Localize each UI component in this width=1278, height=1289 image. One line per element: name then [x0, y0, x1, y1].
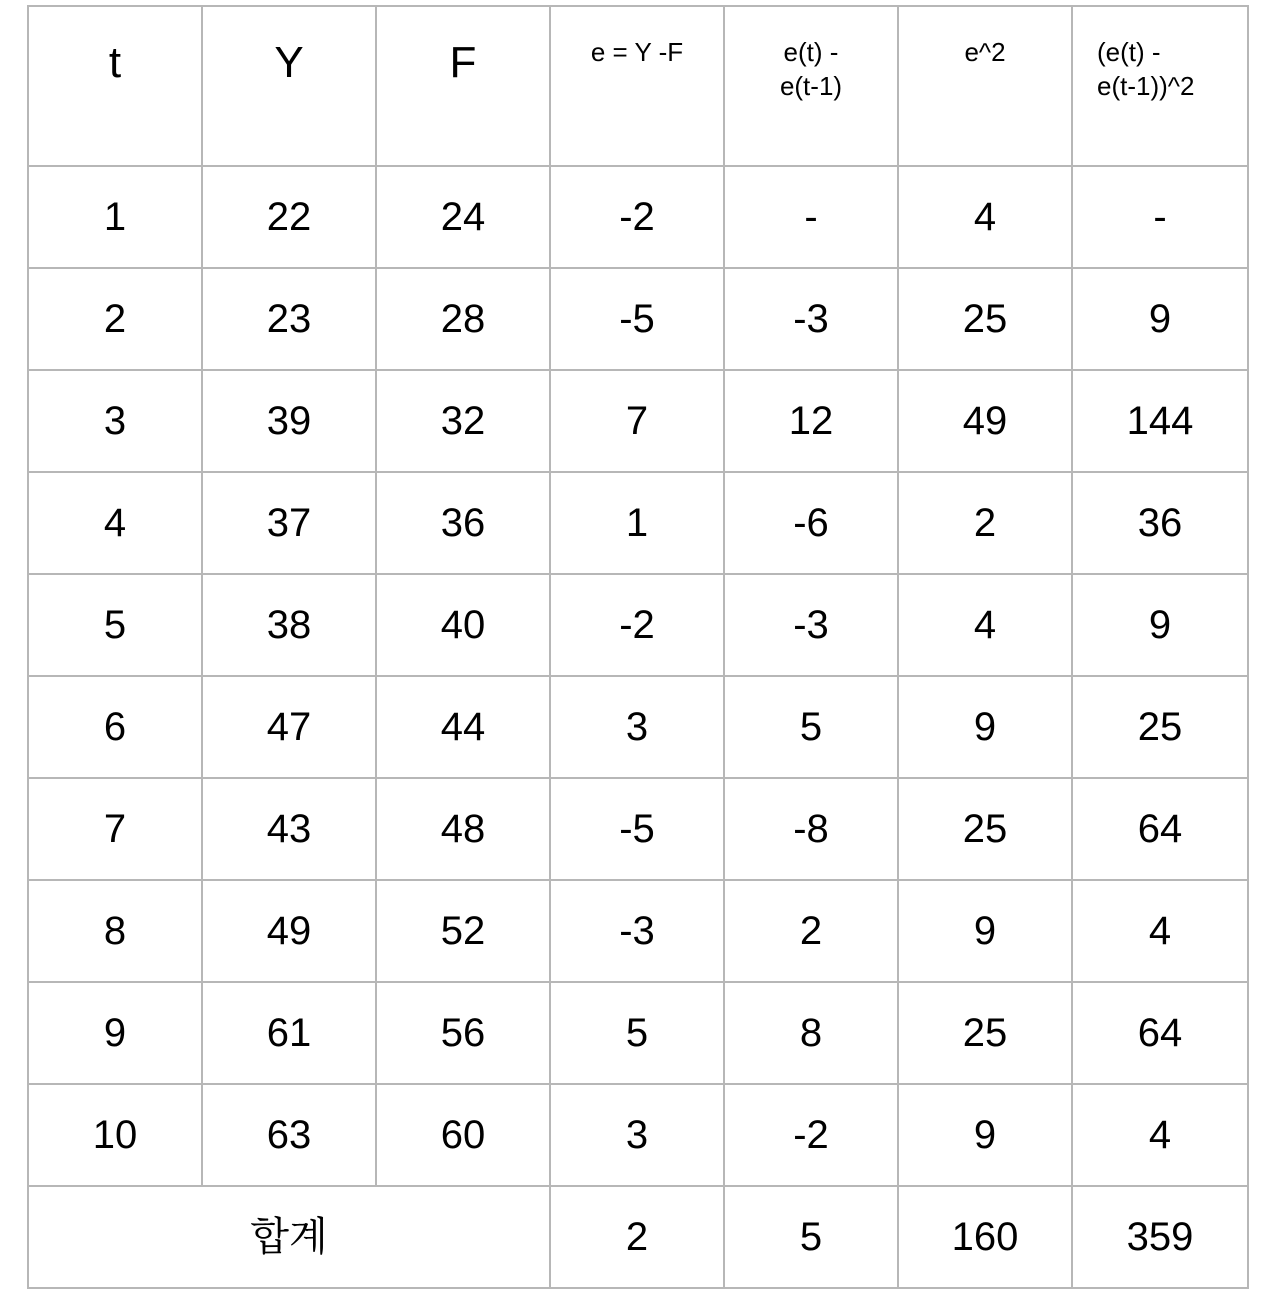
y-cell: 61	[202, 982, 376, 1084]
error-squared-cell: 4	[898, 166, 1072, 268]
f-cell: 36	[376, 472, 550, 574]
total-error-diff-squared: 359	[1072, 1186, 1248, 1288]
y-cell: 23	[202, 268, 376, 370]
f-cell: 52	[376, 880, 550, 982]
error-diff-squared-cell: 4	[1072, 880, 1248, 982]
error-diff-cell: 5	[724, 676, 898, 778]
error-diff-cell: -6	[724, 472, 898, 574]
total-row	[28, 1186, 1248, 1288]
header-row	[28, 6, 1248, 166]
header-error-diff-squared	[1072, 6, 1248, 166]
table-row	[28, 268, 1248, 370]
error-cell: -3	[550, 880, 724, 982]
table-row	[28, 574, 1248, 676]
t-cell: 2	[28, 268, 202, 370]
y-cell: 49	[202, 880, 376, 982]
f-cell: 60	[376, 1084, 550, 1186]
table-row	[28, 676, 1248, 778]
error-cell: 7	[550, 370, 724, 472]
error-diff-squared-cell: -	[1072, 166, 1248, 268]
error-cell: 1	[550, 472, 724, 574]
error-diff-cell: -2	[724, 1084, 898, 1186]
error-diff-squared-cell: 4	[1072, 1084, 1248, 1186]
error-squared-cell: 4	[898, 574, 1072, 676]
header-error-diff-squared-line1: (e(t) -	[1097, 37, 1161, 67]
header-error-diff	[724, 6, 898, 166]
header-error-diff-line2: e(t-1)	[779, 71, 843, 101]
t-cell: 7	[28, 778, 202, 880]
y-cell: 39	[202, 370, 376, 472]
t-cell: 4	[28, 472, 202, 574]
y-cell: 63	[202, 1084, 376, 1186]
t-cell: 5	[28, 574, 202, 676]
header-t: t	[28, 6, 202, 166]
error-diff-cell: 2	[724, 880, 898, 982]
f-cell: 44	[376, 676, 550, 778]
error-diff-squared-cell: 36	[1072, 472, 1248, 574]
error-squared-cell: 9	[898, 880, 1072, 982]
table-row	[28, 778, 1248, 880]
error-cell: -2	[550, 166, 724, 268]
error-cell: 5	[550, 982, 724, 1084]
error-squared-cell: 9	[898, 1084, 1072, 1186]
y-cell: 38	[202, 574, 376, 676]
y-cell: 43	[202, 778, 376, 880]
t-cell: 10	[28, 1084, 202, 1186]
table-row	[28, 166, 1248, 268]
f-cell: 32	[376, 370, 550, 472]
t-cell: 9	[28, 982, 202, 1084]
error-cell: 3	[550, 676, 724, 778]
y-cell: 47	[202, 676, 376, 778]
f-cell: 56	[376, 982, 550, 1084]
header-error-squared: e^2	[898, 6, 1072, 166]
error-diff-squared-cell: 64	[1072, 982, 1248, 1084]
header-y: Y	[202, 6, 376, 166]
error-diff-squared-cell: 9	[1072, 574, 1248, 676]
table-row	[28, 472, 1248, 574]
error-diff-squared-cell: 9	[1072, 268, 1248, 370]
y-cell: 22	[202, 166, 376, 268]
header-error-diff-squared-line2: e(t-1))^2	[1097, 71, 1195, 101]
error-cell: 3	[550, 1084, 724, 1186]
table-row	[28, 370, 1248, 472]
y-cell: 37	[202, 472, 376, 574]
header-f: F	[376, 6, 550, 166]
error-cell: -5	[550, 778, 724, 880]
table-row	[28, 1084, 1248, 1186]
error-diff-cell: -8	[724, 778, 898, 880]
error-diff-cell: -3	[724, 574, 898, 676]
f-cell: 24	[376, 166, 550, 268]
f-cell: 28	[376, 268, 550, 370]
header-error: e = Y -F	[550, 6, 724, 166]
error-table	[27, 5, 1249, 1289]
header-error-diff-line1: e(t) -	[783, 37, 839, 67]
f-cell: 48	[376, 778, 550, 880]
error-squared-cell: 25	[898, 778, 1072, 880]
error-squared-cell: 9	[898, 676, 1072, 778]
error-squared-cell: 25	[898, 982, 1072, 1084]
table-row	[28, 982, 1248, 1084]
error-diff-squared-cell: 25	[1072, 676, 1248, 778]
error-squared-cell: 49	[898, 370, 1072, 472]
error-diff-cell: -3	[724, 268, 898, 370]
total-error-squared: 160	[898, 1186, 1072, 1288]
error-diff-cell: 12	[724, 370, 898, 472]
error-diff-cell: 8	[724, 982, 898, 1084]
table-body	[28, 166, 1248, 1186]
error-cell: -5	[550, 268, 724, 370]
error-diff-squared-cell: 144	[1072, 370, 1248, 472]
t-cell: 1	[28, 166, 202, 268]
error-squared-cell: 2	[898, 472, 1072, 574]
error-cell: -2	[550, 574, 724, 676]
table-row	[28, 880, 1248, 982]
total-error-diff: 5	[724, 1186, 898, 1288]
error-diff-squared-cell: 64	[1072, 778, 1248, 880]
f-cell: 40	[376, 574, 550, 676]
t-cell: 3	[28, 370, 202, 472]
error-diff-cell: -	[724, 166, 898, 268]
t-cell: 8	[28, 880, 202, 982]
error-squared-cell: 25	[898, 268, 1072, 370]
total-error: 2	[550, 1186, 724, 1288]
total-label: 합계	[28, 1186, 550, 1288]
t-cell: 6	[28, 676, 202, 778]
